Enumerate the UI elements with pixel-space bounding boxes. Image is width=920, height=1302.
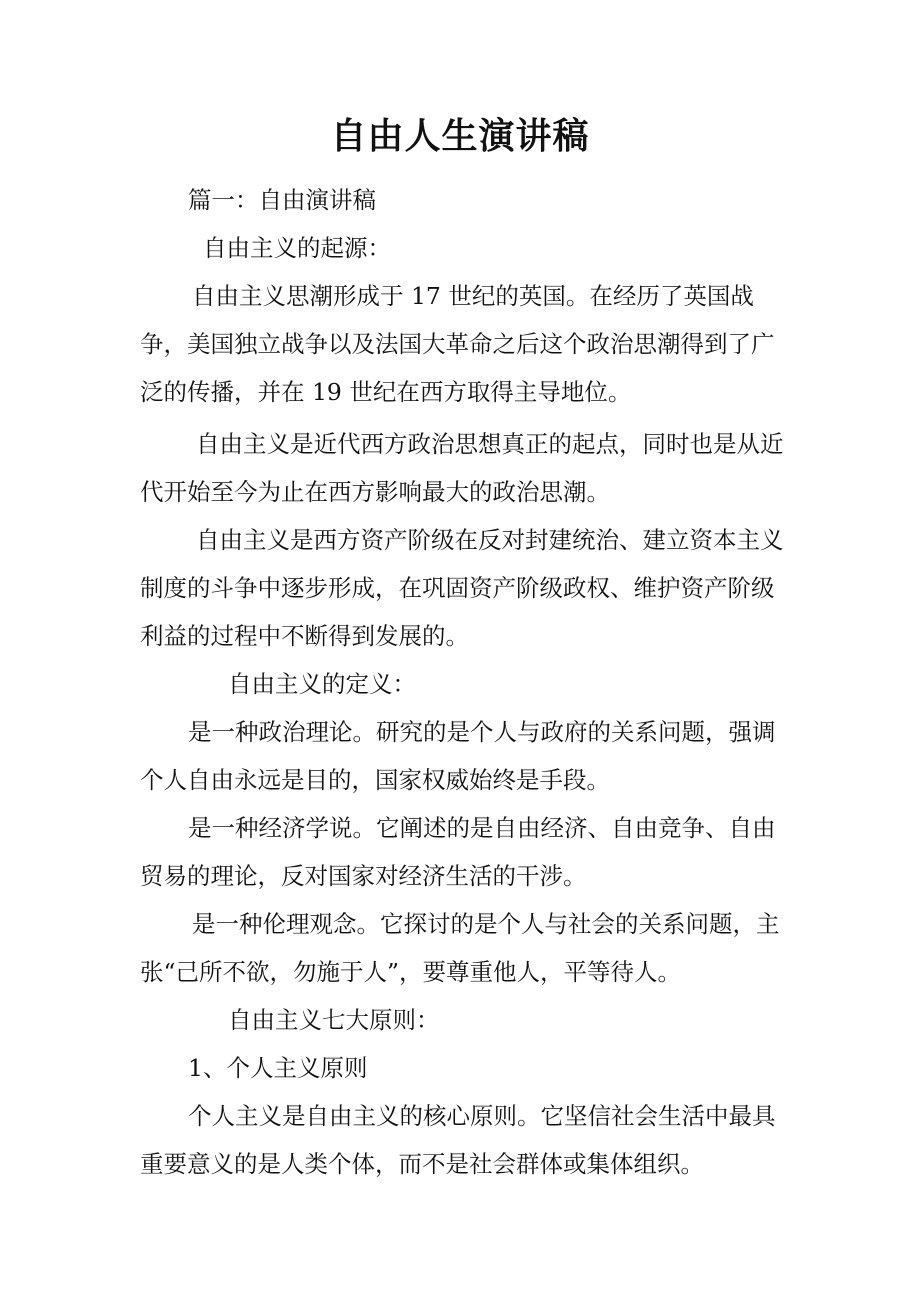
paragraph-origin-history: 自由主义思潮形成于 17 世纪的英国。在经历了英国战争，美国独立战争以及法国大革命之后这个政治思潮得到了广泛的传播，并在 19 世纪在西方取得主导地位。 [140, 282, 775, 406]
subheading-origin: 自由主义的起源： [203, 234, 391, 262]
principle-heading-individualism: 1、个人主义原则 [188, 1054, 368, 1082]
document-title: 自由人生演讲稿 [330, 115, 590, 157]
paragraph-origin-starting-point: 自由主义是近代西方政治思想真正的起点，同时也是从近代开始至今为止在西方影响最大的政治思潮。 [140, 430, 784, 506]
paragraph-origin-formation: 自由主义是西方资产阶级在反对封建统治、建立资本主义制度的斗争中逐步形成，在巩固资产阶级政权、维护资产阶级利益的过程中不断得到发展的。 [140, 526, 784, 650]
section-heading-part-one: 篇一：自由演讲稿 [188, 186, 376, 214]
paragraph-definition-political: 是一种政治理论。研究的是个人与政府的关系问题，强调个人自由永远是目的，国家权威始终是手段。 [140, 718, 776, 794]
paragraph-individualism: 个人主义是自由主义的核心原则。它坚信社会生活中最具重要意义的是人类个体，而不是社会群体或集体组织。 [140, 1102, 776, 1178]
subheading-seven-principles: 自由主义七大原则： [228, 1006, 440, 1034]
paragraph-definition-economic: 是一种经济学说。它阐述的是自由经济、自由竞争、自由贸易的理论，反对国家对经济生活的干涉。 [140, 814, 776, 890]
subheading-definition: 自由主义的定义： [228, 670, 416, 698]
paragraph-definition-ethical: 是一种伦理观念。它探讨的是个人与社会的关系问题，主张“己所不欲，勿施于人”，要尊重他人，平等待人。 [140, 910, 780, 986]
